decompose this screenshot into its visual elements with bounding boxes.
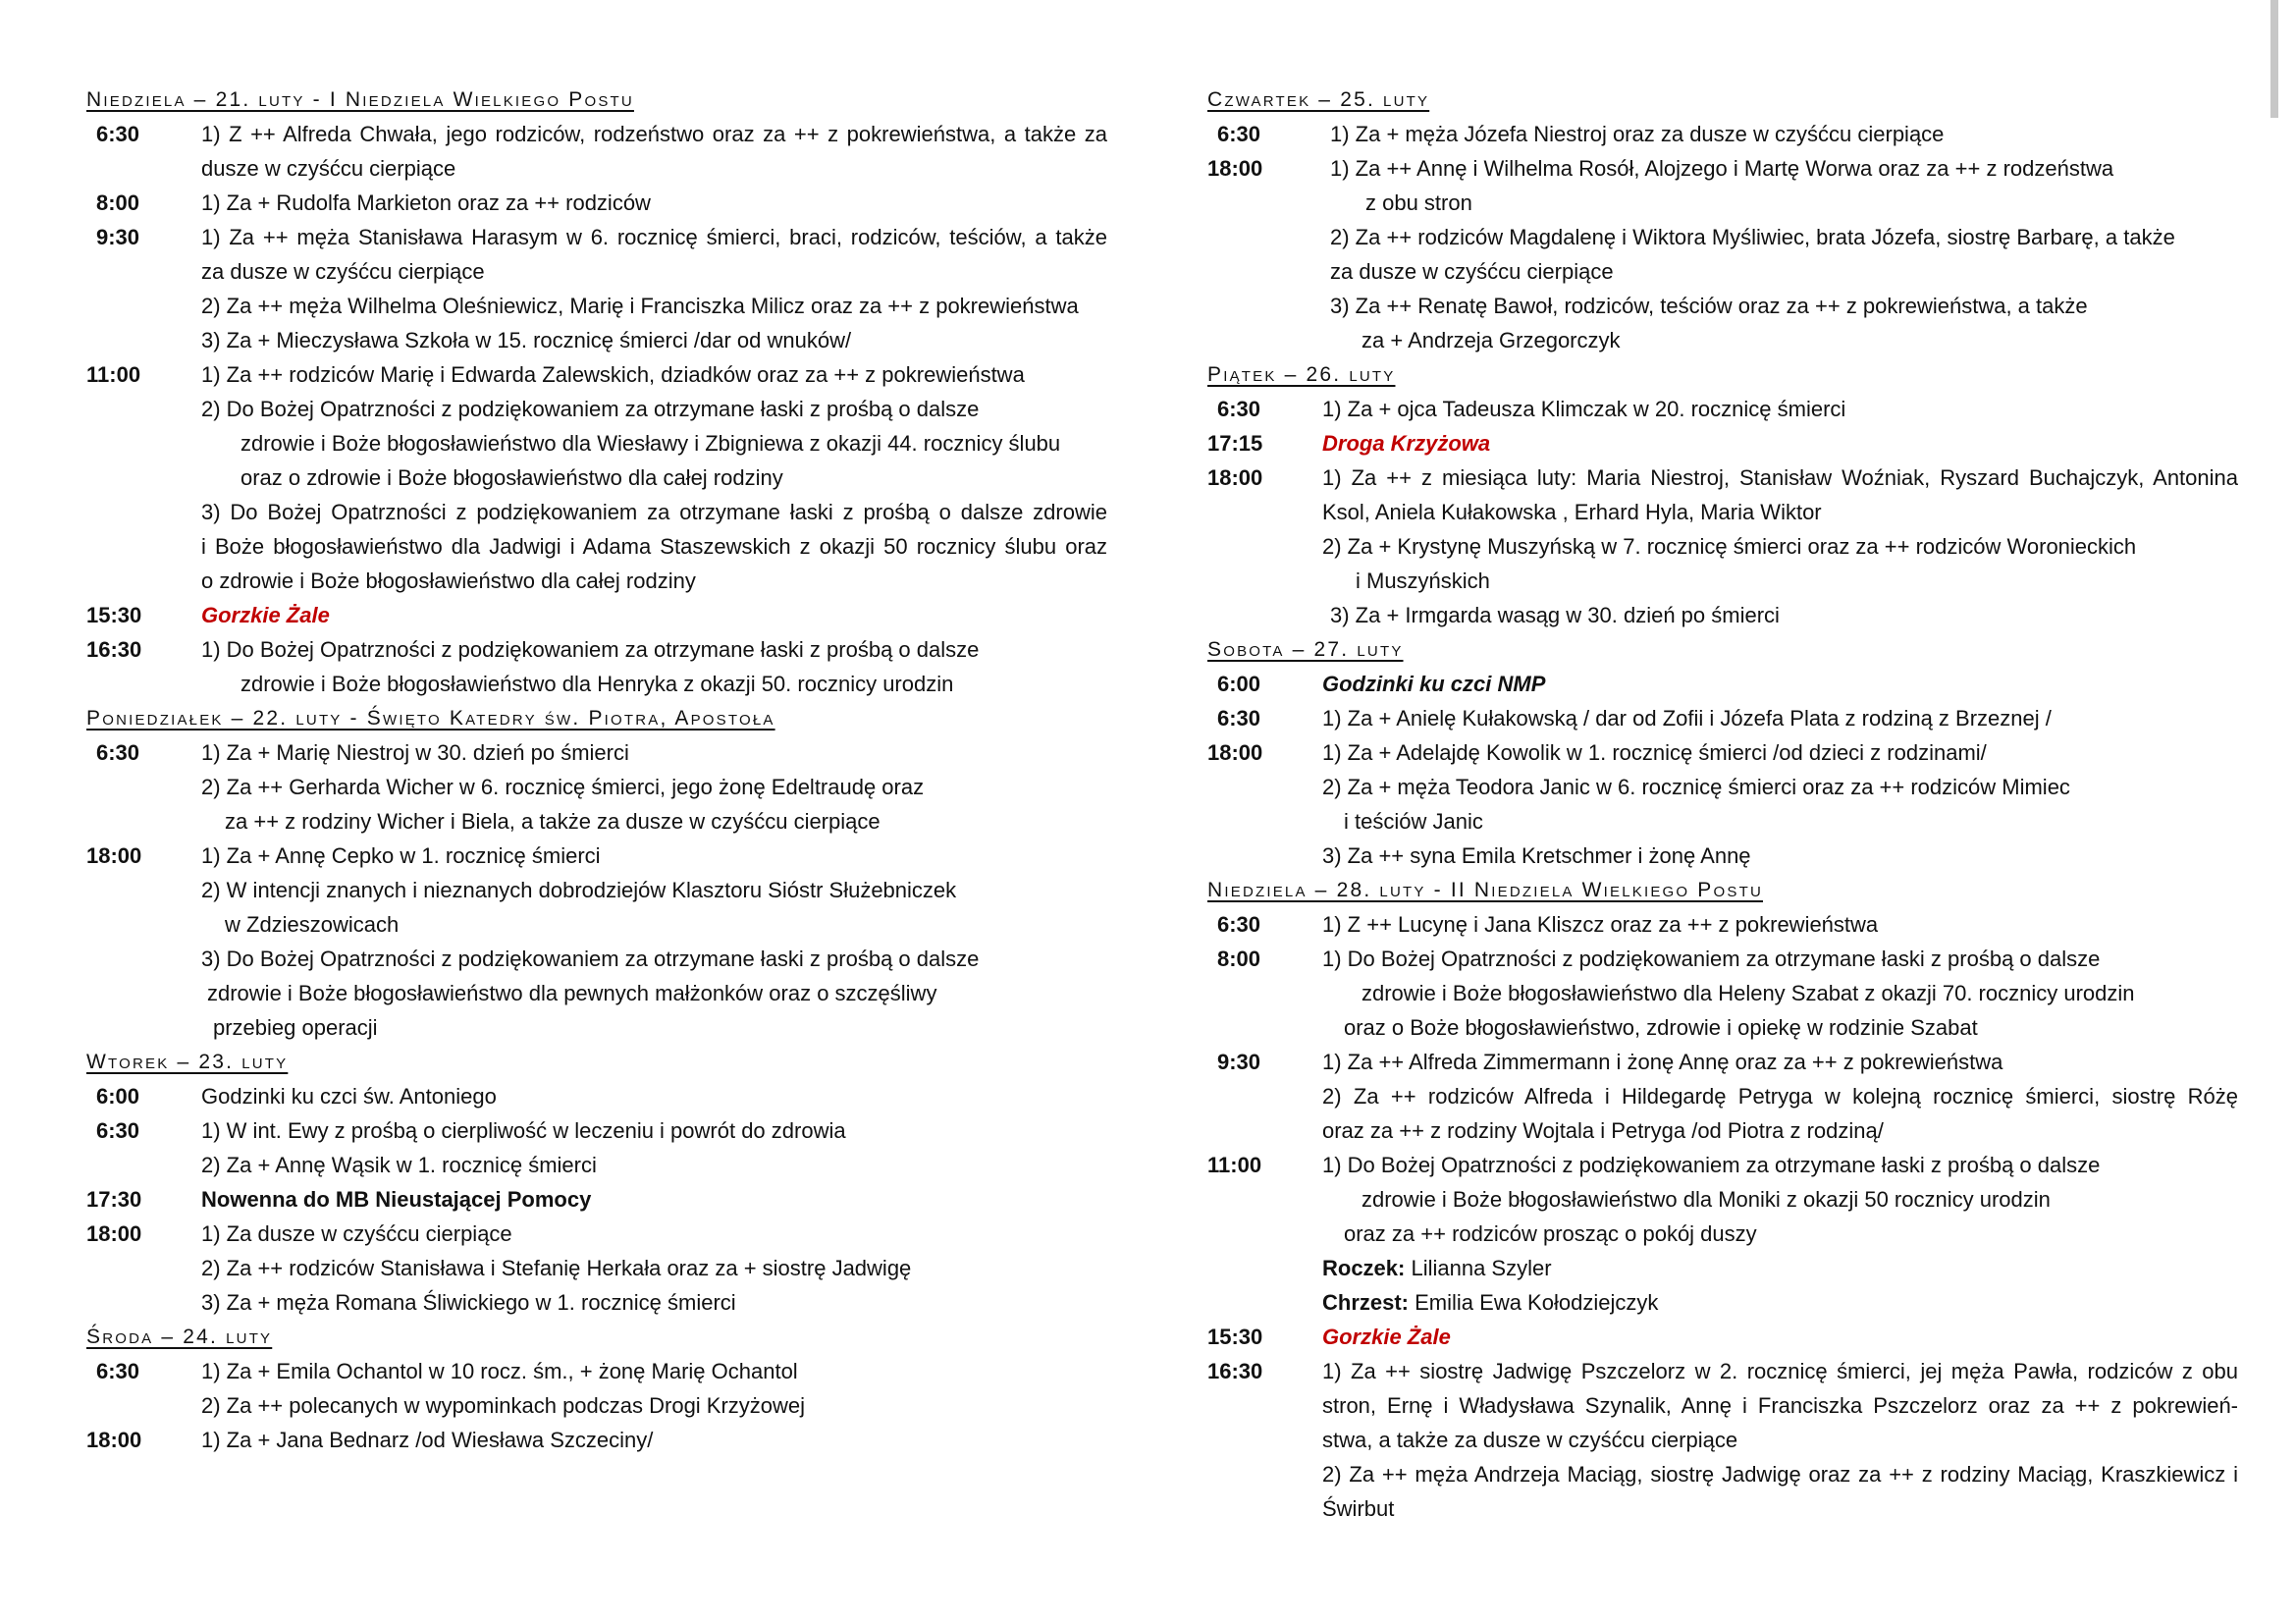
left-column bbox=[86, 82, 1107, 1457]
mass-row bbox=[86, 839, 1107, 1045]
intention-line: za dusze w czyśćcu cierpiące bbox=[201, 259, 485, 284]
intention-line: 1) Za + ojca Tadeusza Klimczak w 20. rocznicę śmierci bbox=[1322, 397, 1846, 421]
intention-line: 1) Za ++ rodziców Marię i Edwarda Zalewskich, dziadków oraz za ++ z pokrewieństwa bbox=[201, 362, 1025, 387]
intention-line bbox=[1322, 1285, 2238, 1320]
mass-time: 6:30 bbox=[96, 740, 140, 765]
mass-time: 18:00 bbox=[1207, 465, 1263, 490]
intention-line: zdrowie i Boże błogosławieństwo dla Henryka z okazji 50. rocznicy urodzin bbox=[240, 672, 954, 696]
intention-line: 1) Za dusze w czyśćcu cierpiące bbox=[201, 1221, 512, 1246]
intention-line: 1) Za ++ siostrę Jadwigę Pszczelorz w 2. rocznicę śmierci, jej męża Pawła, rodziców z obu bbox=[1322, 1359, 2238, 1383]
intentions bbox=[201, 186, 1107, 220]
intention-line: 2) Za ++ rodziców Stanisława i Stefanię Herkała oraz za + siostrę Jadwigę bbox=[201, 1256, 912, 1280]
intentions bbox=[201, 1217, 1107, 1320]
intention-line: Ksol, Aniela Kułakowska , Erhard Hyla, Maria Wiktor bbox=[1322, 500, 1822, 524]
intention-line: 1) Za ++ Annę i Wilhelma Rosół, Alojzego i Martę Worwa oraz za ++ z rodzeństwa bbox=[1330, 156, 2114, 181]
intentions bbox=[1322, 1045, 2238, 1148]
mass-row bbox=[1207, 1045, 2238, 1148]
intention-line: stwa, a także za dusze w czyśćcu cierpiące bbox=[1322, 1428, 1738, 1452]
intention-line: przebieg operacji bbox=[213, 1015, 378, 1040]
label-value: Emilia Ewa Kołodziejczyk bbox=[1409, 1290, 1659, 1315]
intention-line: 2) W intencji znanych i nieznanych dobrodziejów Klasztoru Sióstr Służebniczek bbox=[201, 878, 957, 902]
mass-time: 6:30 bbox=[1217, 122, 1261, 146]
mass-time: 6:00 bbox=[96, 1084, 140, 1109]
mass-time: 18:00 bbox=[86, 1221, 142, 1246]
intentions bbox=[201, 1182, 1107, 1217]
mass-time: 6:30 bbox=[96, 1118, 140, 1143]
intention-line: i teściów Janic bbox=[1344, 809, 1483, 834]
intentions bbox=[1322, 1148, 2238, 1320]
mass-row bbox=[86, 1217, 1107, 1320]
intentions bbox=[1322, 1354, 2238, 1526]
intention-line: Gorzkie Żale bbox=[201, 603, 330, 627]
intention-line: 1) Za + Adelajdę Kowolik w 1. rocznicę śmierci /od dzieci z rodzinami/ bbox=[1322, 740, 1987, 765]
mass-row bbox=[1207, 426, 2238, 460]
intention-line: Godzinki ku czci NMP bbox=[1322, 672, 1546, 696]
mass-time: 16:30 bbox=[86, 637, 142, 662]
intention-line: 3) Za ++ Renatę Bawoł, rodziców, teściów oraz za ++ z pokrewieństwa, a także bbox=[1330, 294, 2088, 318]
intention-line: 1) Za + Jana Bednarz /od Wiesława Szczeciny/ bbox=[201, 1428, 654, 1452]
intention-line: zdrowie i Boże błogosławieństwo dla Heleny Szabat z okazji 70. rocznicy urodzin bbox=[1362, 981, 2135, 1005]
mass-time: 11:00 bbox=[1207, 1153, 1262, 1177]
intention-line: 1) Za ++ Alfreda Zimmermann i żonę Annę oraz za ++ z pokrewieństwa bbox=[1322, 1050, 2003, 1074]
mass-row bbox=[1207, 151, 2238, 357]
intention-line: 2) Za ++ polecanych w wypominkach podczas Drogi Krzyżowej bbox=[201, 1393, 806, 1418]
intention-line: 3) Za + męża Romana Śliwickiego w 1. rocznicę śmierci bbox=[201, 1290, 736, 1315]
intentions bbox=[1322, 667, 2238, 701]
label: Chrzest: bbox=[1322, 1290, 1410, 1315]
mass-row bbox=[86, 1079, 1107, 1113]
mass-time: 6:00 bbox=[1217, 672, 1261, 696]
intention-line: dusze w czyśćcu cierpiące bbox=[201, 156, 456, 181]
mass-time: 15:30 bbox=[86, 603, 142, 627]
mass-time: 9:30 bbox=[1217, 1050, 1261, 1074]
mass-row bbox=[1207, 1354, 2238, 1526]
mass-time: 16:30 bbox=[1207, 1359, 1263, 1383]
intention-line: 2) Za ++ męża Wilhelma Oleśniewicz, Marię i Franciszka Milicz oraz za ++ z pokrewieństwa bbox=[201, 294, 1079, 318]
intention-line: z obu stron bbox=[1365, 190, 1472, 215]
day-heading: Czwartek – 25. luty bbox=[1207, 88, 1430, 111]
intention-line: Droga Krzyżowa bbox=[1322, 431, 1491, 456]
intention-line: 2) Za + męża Teodora Janic w 6. rocznicę śmierci oraz za ++ rodziców Mimiec bbox=[1322, 775, 2070, 799]
intention-line: za + Andrzeja Grzegorczyk bbox=[1362, 328, 1621, 352]
intention-line: 2) Za + Annę Wąsik w 1. rocznicę śmierci bbox=[201, 1153, 597, 1177]
intention-line: oraz o Boże błogosławieństwo, zdrowie i opiekę w rodzinie Szabat bbox=[1344, 1015, 1978, 1040]
intention-line: 1) Do Bożej Opatrzności z podziękowaniem za otrzymane łaski z prośbą o dalsze bbox=[1322, 947, 2101, 971]
intentions bbox=[1322, 151, 2238, 357]
intention-line: 2) Za ++ męża Andrzeja Maciąg, siostrę Jadwigę oraz za ++ z rodziny Maciąg, Kraszkiewicz i bbox=[1322, 1462, 2238, 1487]
intentions bbox=[1322, 392, 2238, 426]
intentions bbox=[1322, 117, 2238, 151]
intention-line: 1) Do Bożej Opatrzności z podziękowaniem za otrzymane łaski z prośbą o dalsze bbox=[201, 637, 980, 662]
mass-row bbox=[86, 220, 1107, 357]
mass-row bbox=[86, 598, 1107, 632]
intentions bbox=[201, 220, 1107, 357]
intentions bbox=[201, 598, 1107, 632]
day-heading: Poniedziałek – 22. luty - Święto Katedry św. Piotra, Apostoła bbox=[86, 707, 775, 730]
intention-line: zdrowie i Boże błogosławieństwo dla Moniki z okazji 50 rocznicy urodzin bbox=[1362, 1187, 2051, 1212]
intention-line: 3) Do Bożej Opatrzności z podziękowaniem za otrzymane łaski z prośbą o dalsze bbox=[201, 947, 980, 971]
intention-line: 1) Z ++ Lucynę i Jana Kliszcz oraz za ++ z pokrewieństwa bbox=[1322, 912, 1879, 937]
intention-line: 1) Za + Annę Cepko w 1. rocznicę śmierci bbox=[201, 843, 601, 868]
intention-line: 1) Za ++ męża Stanisława Harasym w 6. rocznicę śmierci, braci, rodziców, teściów, a także bbox=[201, 225, 1107, 249]
intention-line: i Boże błogosławieństwo dla Jadwigi i Adama Staszewskich z okazji 50 rocznicy ślubu oraz bbox=[201, 534, 1107, 559]
day-heading: Piątek – 26. luty bbox=[1207, 363, 1396, 386]
intention-line: 3) Do Bożej Opatrzności z podziękowaniem za otrzymane łaski z prośbą o dalsze zdrowie bbox=[201, 500, 1107, 524]
mass-row bbox=[86, 1113, 1107, 1182]
mass-row bbox=[86, 735, 1107, 839]
intentions bbox=[201, 632, 1107, 701]
mass-time: 18:00 bbox=[86, 1428, 142, 1452]
mass-time: 9:30 bbox=[96, 225, 140, 249]
day-heading: Środa – 24. luty bbox=[86, 1326, 273, 1348]
mass-row bbox=[1207, 117, 2238, 151]
intention-line: oraz o zdrowie i Boże błogosławieństwo dla całej rodziny bbox=[240, 465, 783, 490]
intention-line: oraz za ++ rodziców prosząc o pokój duszy bbox=[1344, 1221, 1757, 1246]
mass-time: 11:00 bbox=[86, 362, 141, 387]
intentions bbox=[1322, 701, 2238, 735]
intention-line: 3) Za + Irmgarda wasąg w 30. dzień po śmierci bbox=[1330, 603, 1780, 627]
intentions bbox=[1322, 426, 2238, 460]
intention-line: 1) Za ++ z miesiąca luty: Maria Niestroj, Stanisław Woźniak, Ryszard Buchajczyk, Antonina bbox=[1322, 465, 2238, 490]
intentions bbox=[1322, 460, 2238, 632]
intention-line: 1) W int. Ewy z prośbą o cierpliwość w leczeniu i powrót do zdrowia bbox=[201, 1118, 846, 1143]
mass-row bbox=[1207, 1320, 2238, 1354]
mass-row bbox=[1207, 907, 2238, 942]
intentions bbox=[201, 735, 1107, 839]
mass-row bbox=[86, 1182, 1107, 1217]
intention-line: za ++ z rodziny Wicher i Biela, a także za dusze w czyśćcu cierpiące bbox=[225, 809, 881, 834]
intention-line: 1) Za + Marię Niestroj w 30. dzień po śmierci bbox=[201, 740, 629, 765]
day-heading: Niedziela – 28. luty - II Niedziela Wielkiego Postu bbox=[1207, 879, 1763, 901]
mass-row bbox=[1207, 1148, 2238, 1320]
intentions bbox=[201, 839, 1107, 1045]
mass-row bbox=[1207, 667, 2238, 701]
mass-row bbox=[86, 117, 1107, 186]
mass-time: 18:00 bbox=[86, 843, 142, 868]
intention-line: Godzinki ku czci św. Antoniego bbox=[201, 1084, 497, 1109]
mass-time: 8:00 bbox=[96, 190, 140, 215]
intention-line: Gorzkie Żale bbox=[1322, 1325, 1451, 1349]
mass-row bbox=[1207, 460, 2238, 632]
intention-line: o zdrowie i Boże błogosławieństwo dla całej rodziny bbox=[201, 568, 696, 593]
mass-time: 17:30 bbox=[86, 1187, 142, 1212]
intention-line: Nowenna do MB Nieustającej Pomocy bbox=[201, 1187, 592, 1212]
mass-row bbox=[86, 1354, 1107, 1423]
mass-time: 6:30 bbox=[1217, 397, 1261, 421]
intentions bbox=[201, 1423, 1107, 1457]
mass-row bbox=[86, 1423, 1107, 1457]
mass-row bbox=[86, 357, 1107, 598]
intention-line: 1) Za + męża Józefa Niestroj oraz za dusze w czyśćcu cierpiące bbox=[1330, 122, 1945, 146]
intention-line: 2) Za ++ rodziców Alfreda i Hildegardę Petryga w kolejną rocznicę śmierci, siostrę Różę bbox=[1322, 1084, 2238, 1109]
intentions bbox=[201, 117, 1107, 186]
intention-line: zdrowie i Boże błogosławieństwo dla Wiesławy i Zbigniewa z okazji 44. rocznicy ślubu bbox=[240, 431, 1061, 456]
intentions bbox=[1322, 907, 2238, 942]
right-column bbox=[1207, 82, 2238, 1526]
intention-line: 2) Za ++ Gerharda Wicher w 6. rocznicę śmierci, jego żonę Edeltraudę oraz bbox=[201, 775, 925, 799]
mass-row bbox=[1207, 942, 2238, 1045]
scrollbar-thumb[interactable] bbox=[2270, 0, 2278, 118]
intentions bbox=[201, 1113, 1107, 1182]
mass-row bbox=[1207, 735, 2238, 873]
mass-row bbox=[1207, 701, 2238, 735]
intention-line: 3) Za ++ syna Emila Kretschmer i żonę Annę bbox=[1322, 843, 1751, 868]
intention-line: 1) Z ++ Alfreda Chwała, jego rodziców, rodzeństwo oraz za ++ z pokrewieństwa, a także za bbox=[201, 122, 1107, 146]
mass-time: 6:30 bbox=[1217, 706, 1261, 731]
intention-line: Świrbut bbox=[1322, 1496, 1395, 1521]
intention-line: 2) Za ++ rodziców Magdalenę i Wiktora Myśliwiec, brata Józefa, siostrę Barbarę, a także bbox=[1330, 225, 2175, 249]
mass-time: 15:30 bbox=[1207, 1325, 1263, 1349]
intention-line: w Zdzieszowicach bbox=[225, 912, 400, 937]
intention-line: i Muszyńskich bbox=[1356, 568, 1490, 593]
intentions bbox=[1322, 942, 2238, 1045]
mass-time: 6:30 bbox=[96, 122, 140, 146]
intention-line: 1) Za + Rudolfa Markieton oraz za ++ rodziców bbox=[201, 190, 651, 215]
intentions bbox=[201, 1079, 1107, 1113]
intentions bbox=[201, 357, 1107, 598]
mass-time: 6:30 bbox=[1217, 912, 1261, 937]
intention-line: 2) Za + Krystynę Muszyńską w 7. rocznicę śmierci oraz za ++ rodziców Woronieckich bbox=[1322, 534, 2137, 559]
intention-line: oraz za ++ z rodziny Wojtala i Petryga /od Piotra z rodziną/ bbox=[1322, 1118, 1884, 1143]
intentions bbox=[1322, 1320, 2238, 1354]
label-value: Lilianna Szyler bbox=[1405, 1256, 1552, 1280]
day-heading: Wtorek – 23. luty bbox=[86, 1051, 289, 1073]
mass-row bbox=[86, 186, 1107, 220]
intention-line: 3) Za + Mieczysława Szkoła w 15. rocznicę śmierci /dar od wnuków/ bbox=[201, 328, 852, 352]
day-heading: Sobota – 27. luty bbox=[1207, 638, 1404, 661]
mass-time: 8:00 bbox=[1217, 947, 1261, 971]
intention-line: 1) Do Bożej Opatrzności z podziękowaniem za otrzymane łaski z prośbą o dalsze bbox=[1322, 1153, 2101, 1177]
intention-line: 2) Do Bożej Opatrzności z podziękowaniem za otrzymane łaski z prośbą o dalsze bbox=[201, 397, 980, 421]
mass-row bbox=[86, 632, 1107, 701]
mass-row bbox=[1207, 392, 2238, 426]
intention-line: 1) Za + Emila Ochantol w 10 rocz. śm., + żonę Marię Ochantol bbox=[201, 1359, 798, 1383]
intention-line bbox=[1322, 1251, 2238, 1285]
intention-line: zdrowie i Boże błogosławieństwo dla pewnych małżonków oraz o szczęśliwy bbox=[207, 981, 937, 1005]
mass-time: 18:00 bbox=[1207, 740, 1263, 765]
mass-time: 6:30 bbox=[96, 1359, 140, 1383]
intention-line: za dusze w czyśćcu cierpiące bbox=[1330, 259, 1614, 284]
intention-line: stron, Ernę i Władysława Szynalik, Annę i Franciszka Pszczelorz oraz za ++ z pokrewień- bbox=[1322, 1393, 2238, 1418]
intentions bbox=[1322, 735, 2238, 873]
mass-time: 17:15 bbox=[1207, 431, 1263, 456]
day-heading: Niedziela – 21. luty - I Niedziela Wielkiego Postu bbox=[86, 88, 634, 111]
label: Roczek: bbox=[1322, 1256, 1406, 1280]
intention-line: 1) Za + Anielę Kułakowską / dar od Zofii i Józefa Plata z rodziną z Brzeznej / bbox=[1322, 706, 2052, 731]
mass-time: 18:00 bbox=[1207, 156, 1263, 181]
intentions bbox=[201, 1354, 1107, 1423]
